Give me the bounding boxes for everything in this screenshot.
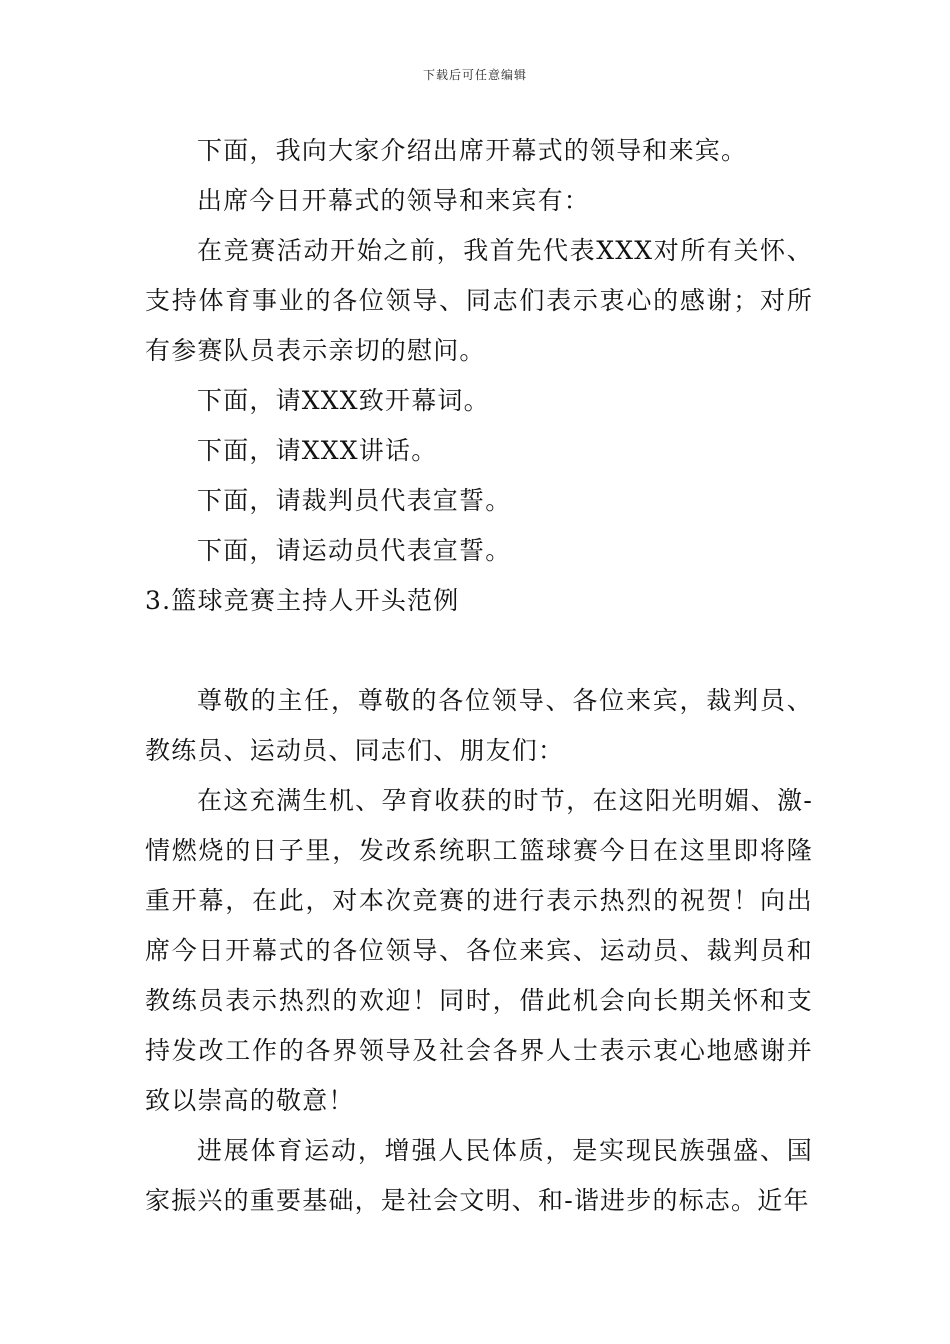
section-heading: 3.篮球竞赛主持人开头范例 <box>145 586 460 615</box>
page-header-note: 下载后可任意编辑 <box>422 68 527 82</box>
section-spacer <box>145 626 813 676</box>
paragraph-thanks: 在竞赛活动开始之前，我首先代表XXX对所有关怀、支持体育事业的各位领导、同志们表示衷心的感谢；对所有参赛队员表示亲切的慰问。 <box>145 236 813 365</box>
paragraph-opening-speech: 下面，请XXX致开幕词。 <box>197 386 490 415</box>
document-body <box>145 126 813 1226</box>
paragraph-sports-development: 进展体育运动，增强人民体质，是实现民族强盛、国家振兴的重要基础，是社会文明、和-谐进步的标志。近年 <box>145 1136 813 1215</box>
paragraph-speech: 下面，请XXX讲话。 <box>197 436 438 465</box>
paragraph-referee-oath: 下面，请裁判员代表宣誓。 <box>197 486 512 515</box>
paragraph-salutation: 尊敬的主任，尊敬的各位领导、各位来宾，裁判员、教练员、运动员、同志们、朋友们： <box>145 686 813 765</box>
paragraph-athlete-oath: 下面，请运动员代表宣誓。 <box>197 536 512 565</box>
paragraph-welcome: 在这充满生机、孕育收获的时节，在这阳光明媚、激-情燃烧的日子里，发改系统职工篮球赛今日在这里即将隆重开幕，在此，对本次竞赛的进行表示热烈的祝贺！向出席今日开幕式的各位领导、各位来宾、运动员、裁判员和教练员表示热烈的欢迎！同时，借此机会向长期关怀和支持发改工作的各界领导及社会各界人士表示衷心地感谢并致以崇高的敬意！ <box>145 786 813 1115</box>
paragraph-intro-guests: 下面，我向大家介绍出席开幕式的领导和来宾。 <box>197 136 748 165</box>
paragraph-guests-list: 出席今日开幕式的领导和来宾有： <box>197 186 591 215</box>
